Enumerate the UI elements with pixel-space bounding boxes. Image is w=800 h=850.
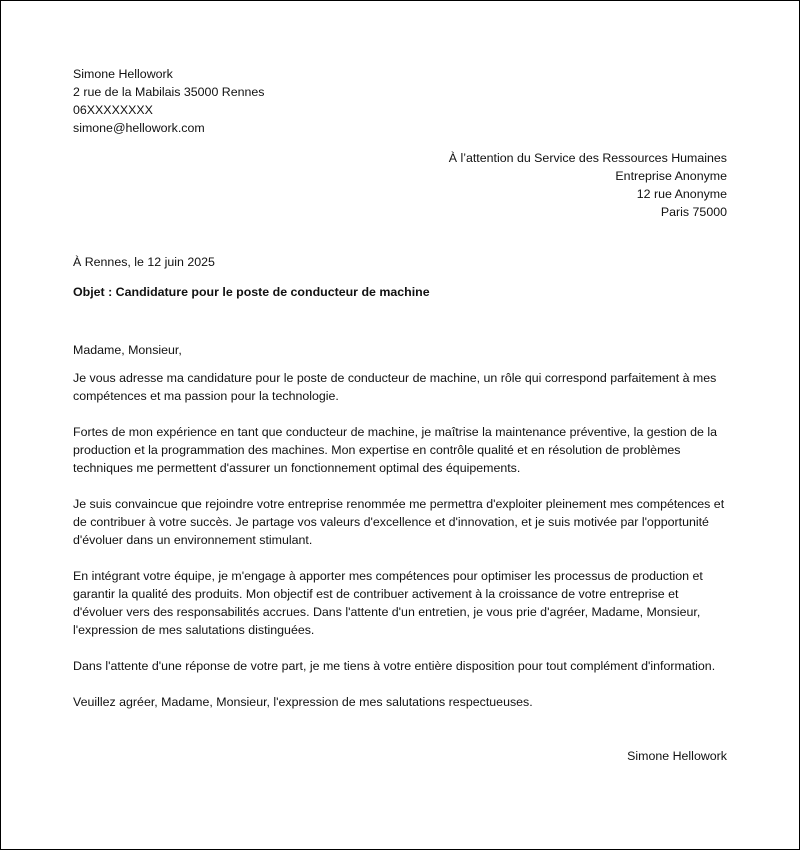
sender-email: simone@hellowork.com	[73, 121, 205, 135]
body-paragraph: En intégrant votre équipe, je m'engage à apporter mes compétences pour optimiser les processus de production et garantir la qualité des produits. Mon objectif est de contribuer activement à la croissance de votre entreprise et d'évoluer vers des responsabilités accrues. Dans l'attente d'un entretien, je vous prie d'agréer, Madame, Monsieur, l'expression de mes salutations distinguées.	[73, 569, 703, 637]
sender-phone: 06XXXXXXXX	[73, 103, 153, 117]
recipient-street: 12 rue Anonyme	[636, 187, 727, 201]
recipient-company: Entreprise Anonyme	[615, 169, 727, 183]
recipient-city: Paris 75000	[660, 205, 727, 219]
sender-name: Simone Hellowork	[73, 67, 173, 81]
recipient-attention: À l’attention du Service des Ressources Humaines	[448, 151, 727, 165]
body-paragraph: Je suis convaincue que rejoindre votre entreprise renommée me permettra d'exploiter pleinement mes compétences et de contribuer à votre succès. Je partage vos valeurs d'excellence et d'innovation, et je suis motivée par l'opportunité d'évoluer dans un environnement stimulant.	[73, 497, 725, 547]
letter-body	[73, 369, 727, 711]
sender-address: 2 rue de la Mabilais 35000 Rennes	[73, 85, 265, 99]
sender-block	[73, 65, 727, 137]
subject-line: Objet : Candidature pour le poste de conducteur de machine	[73, 285, 430, 299]
body-paragraph: Dans l'attente d'une réponse de votre part, je me tiens à votre entière disposition pour tout complément d'information.	[73, 659, 716, 673]
salutation: Madame, Monsieur,	[73, 343, 182, 357]
closing-paragraph: Veuillez agréer, Madame, Monsieur, l'expression de mes salutations respectueuses.	[73, 695, 533, 709]
date-line: À Rennes, le 12 juin 2025	[73, 255, 215, 269]
signature: Simone Hellowork	[627, 749, 727, 763]
body-paragraph: Je vous adresse ma candidature pour le poste de conducteur de machine, un rôle qui correspond parfaitement à mes compétences et ma passion pour la technologie.	[73, 371, 717, 403]
body-paragraph: Fortes de mon expérience en tant que conducteur de machine, je maîtrise la maintenance préventive, la gestion de la production et la programmation des machines. Mon expertise en contrôle qualité et en résolution de problèmes techniques me permettent d'assurer un fonctionnement optimal des équipements.	[73, 425, 718, 475]
recipient-block	[73, 149, 727, 221]
